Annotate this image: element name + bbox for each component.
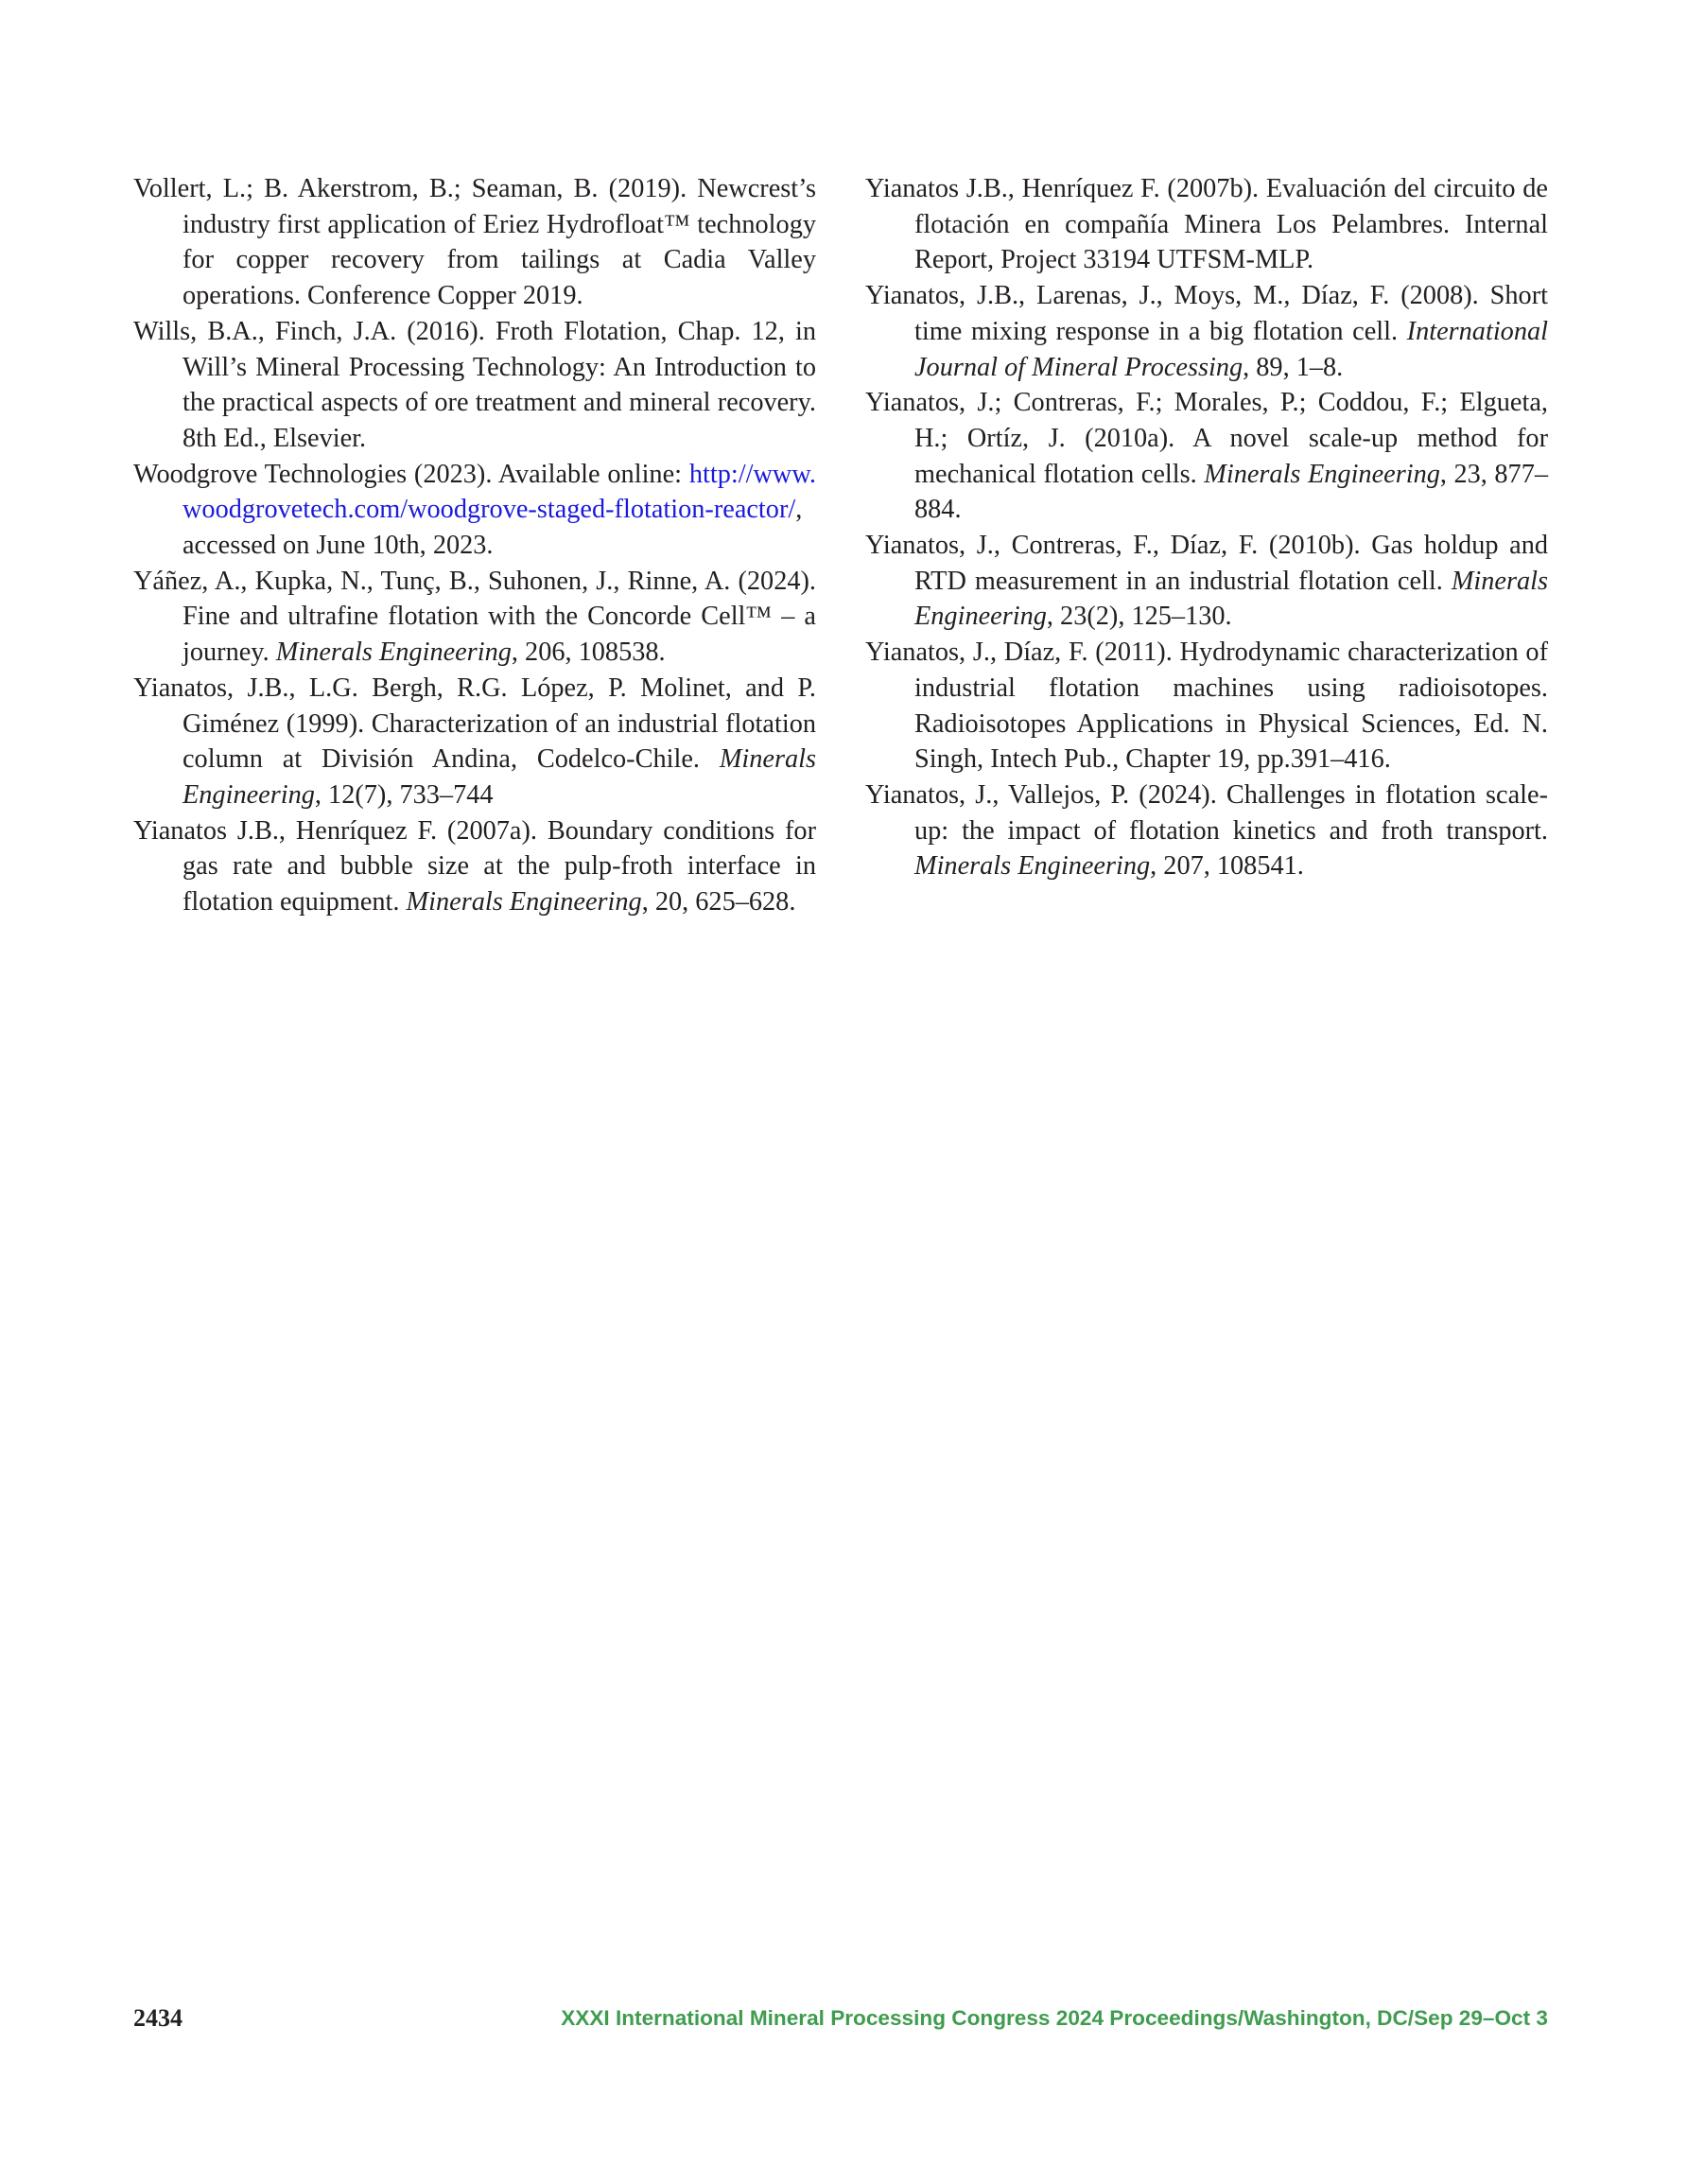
reference-entry [133,671,816,813]
reference-text: , 12(7), 733–744 [314,779,494,810]
journal-name: Minerals Engineering [275,638,512,668]
reference-text: , 23, 877–884. [914,459,1548,525]
reference-entry [133,171,816,314]
reference-text: , 207, 108541. [1150,851,1304,882]
reference-entry [865,528,1548,635]
reference-entry [865,171,1548,278]
journal-name: Minerals Engineering [406,887,642,917]
reference-text: Yianatos, J., Vallejos, P. (2024). Challenges in flotation scale-up: the impact of flotation kinetics and froth transport. [865,779,1548,846]
reference-text: , 20, 625–628. [641,887,796,917]
reference-entry [133,314,816,457]
journal-name: Minerals Engineering [914,566,1548,632]
reference-column-right [865,171,1548,884]
reference-text: Yianatos, J.B., Larenas, J., Moys, M., Díaz, F. (2008). Short time mixing response in a big flotation cell. [865,281,1548,346]
reference-url-link[interactable]: http://www.woodgrovetech.com/woodgrove-staged-flotation-reactor/ [183,459,816,525]
reference-entry [865,778,1548,884]
reference-entry [133,564,816,671]
reference-text: , 89, 1–8. [1243,352,1344,382]
reference-text: Yianatos J.B., Henríquez F. (2007a). Boundary conditions for gas rate and bubble size at the pulp-froth interface in flotation equipment. [133,815,816,917]
reference-text: Yáñez, A., Kupka, N., Tunç, B., Suhonen, J., Rinne, A. (2024). Fine and ultrafine flotation with the Concorde Cell™ – a journey. [133,566,816,668]
reference-text: Woodgrove Technologies (2023). Available online: [133,459,689,489]
journal-name: International Journal of Mineral Processing [914,316,1548,382]
reference-text: Yianatos, J.B., L.G. Bergh, R.G. López, P. Molinet, and P. Giménez (1999). Characterization of an industrial flotation column at División Andina, Codelco-Chile. [133,673,816,775]
reference-text: Wills, B.A., Finch, J.A. (2016). Froth Flotation, Chap. 12, in Will’s Mineral Processing Technology: An Introduction to the practical aspects of ore treatment and mineral recovery. 8th Ed., Elsevier. [133,316,816,453]
reference-text: Yianatos J.B., Henríquez F. (2007b). Evaluación del circuito de flotación en compañía Minera Los Pelambres. Internal Report, Project 33194 UTFSM-MLP. [865,174,1548,275]
reference-text: , 23(2), 125–130. [1046,602,1232,632]
running-title: XXXI International Mineral Processing Congress 2024 Proceedings/Washington, DC/Sep 29–Oct 3 [561,2006,1548,2030]
reference-text: Yianatos, J., Contreras, F., Díaz, F. (2010b). Gas holdup and RTD measurement in an industrial flotation cell. [865,531,1548,596]
reference-entry [865,385,1548,528]
page-number: 2434 [133,2004,183,2032]
page-footer [133,2004,1548,2042]
reference-text: , 206, 108538. [511,638,666,668]
reference-text: Yianatos, J., Díaz, F. (2011). Hydrodynamic characterization of industrial flotation machines using radioisotopes. Radioisotopes Applications in Physical Sciences, Ed. N. Singh, Intech Pub., Chapter 19, pp.391–416. [865,638,1548,775]
reference-text: Vollert, L.; B. Akerstrom, B.; Seaman, B. (2019). Newcrest’s industry first application of Eriez Hydrofloat™ technology for copper recovery from tailings at Cadia Valley operations. Conference Copper 2019. [133,174,816,311]
reference-column-left [133,171,816,920]
reference-text: , accessed on June 10th, 2023. [183,495,803,561]
reference-entry [865,635,1548,778]
reference-entry [865,278,1548,385]
reference-entry [133,813,816,920]
reference-entry [133,457,816,564]
journal-name: Minerals Engineering [183,744,816,810]
reference-text: Yianatos, J.; Contreras, F.; Morales, P.; Coddou, F.; Elgueta, H.; Ortíz, J. (2010a). A novel scale-up method for mechanical flotation cells. [865,388,1548,489]
journal-name: Minerals Engineering [1204,459,1440,489]
journal-name: Minerals Engineering [914,851,1151,882]
